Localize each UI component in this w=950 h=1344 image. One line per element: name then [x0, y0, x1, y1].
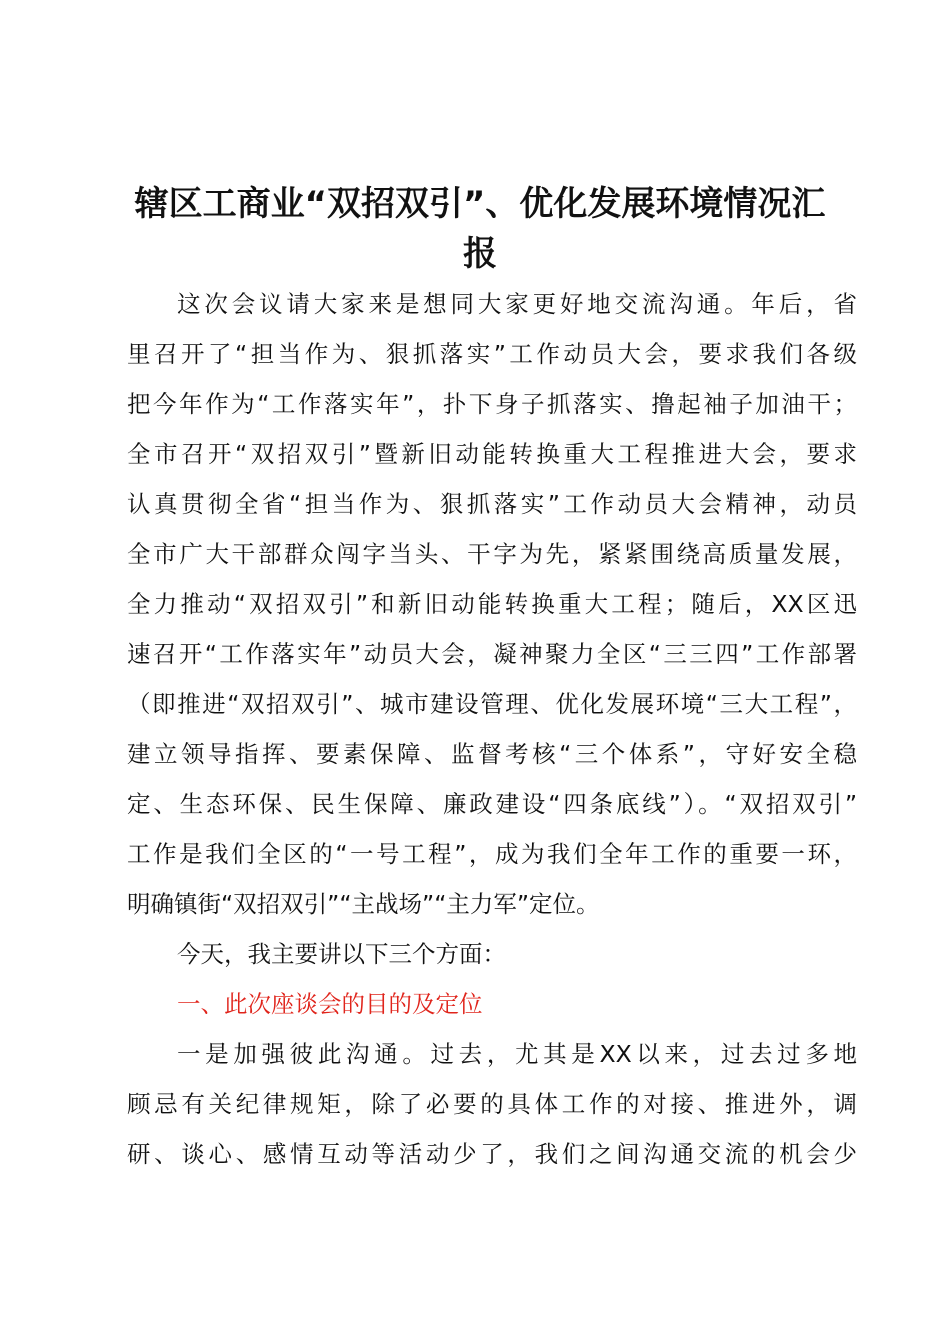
paragraph-1-line-8: 速召开“工作落实年”动员大会，凝神聚力全区“三三四”工作部署 [127, 640, 857, 668]
paragraph-1-line-4: 全市召开“双招双引”暨新旧动能转换重大工程推进大会，要求 [127, 440, 857, 468]
paragraph-3-line-2: 顾忌有关纪律规矩，除了必要的具体工作的对接、推进外，调 [127, 1090, 857, 1118]
document-title-line-2: 报 [463, 234, 497, 274]
paragraph-1-line-12: 工作是我们全区的“一号工程”，成为我们全年工作的重要一环， [127, 840, 857, 868]
paragraph-1-line-10: 建立领导指挥、要素保障、监督考核“三个体系”，守好安全稳 [127, 740, 857, 768]
paragraph-1-line-7: 全力推动“双招双引”和新旧动能转换重大工程；随后，XX区迅 [127, 590, 857, 618]
document-title-line-1: 辖区工商业“双招双引”、优化发展环境情况汇 [134, 184, 826, 224]
paragraph-1-line-5: 认真贯彻全省“担当作为、狠抓落实”工作动员大会精神，动员 [127, 490, 857, 518]
paragraph-1-line-9: （即推进“双招双引”、城市建设管理、优化发展环境“三大工程”， [127, 690, 857, 718]
paragraph-1-line-13: 明确镇街“双招双引”“主战场”“主力军”定位。 [127, 890, 600, 918]
paragraph-1-line-2: 里召开了“担当作为、狠抓落实”工作动员大会，要求我们各级 [127, 340, 857, 368]
paragraph-2: 今天，我主要讲以下三个方面： [177, 940, 506, 968]
paragraph-1-line-11: 定、生态环保、民生保障、廉政建设“四条底线”）。“双招双引” [127, 790, 857, 818]
paragraph-3-line-1: 一是加强彼此沟通。过去，尤其是XX以来，过去过多地 [177, 1040, 857, 1068]
section-1-heading: 一、此次座谈会的目的及定位 [177, 990, 483, 1018]
paragraph-1-line-6: 全市广大干部群众闯字当头、干字为先，紧紧围绕高质量发展， [127, 540, 857, 568]
paragraph-3-line-3: 研、谈心、感情互动等活动少了，我们之间沟通交流的机会少 [127, 1140, 857, 1168]
paragraph-1-line-3: 把今年作为“工作落实年”，扑下身子抓落实、撸起袖子加油干； [127, 390, 857, 418]
paragraph-1-line-1: 这次会议请大家来是想同大家更好地交流沟通。年后，省 [177, 290, 857, 318]
